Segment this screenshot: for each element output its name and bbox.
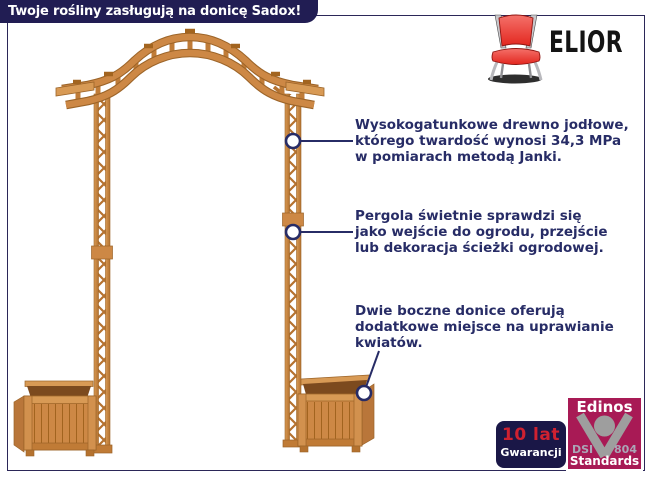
feature-line: dodatkowe miejsce na uprawianie (355, 319, 614, 335)
feature-line: w pomiarach metodą Janki. (355, 149, 562, 165)
pergola-arch-rails (56, 31, 324, 105)
left-planter-box (14, 381, 96, 456)
warranty-label: Gwarancji (500, 446, 562, 459)
callout-marker-2 (286, 225, 300, 239)
standards-badge (566, 396, 643, 471)
feature-text-wood (355, 117, 647, 165)
feature-line: lub dekoracja ścieżki ogrodowej. (355, 240, 604, 256)
feature-line: Dwie boczne donice oferują (355, 303, 565, 319)
standards-dsi-label: DSI (572, 443, 594, 456)
feature-line: kwiatów. (355, 335, 423, 351)
red-chair-icon (486, 12, 546, 88)
banner-text: Twoje rośliny zasługują na donicę Sadox! (8, 4, 302, 19)
pergola-arch (14, 31, 374, 456)
banner (0, 0, 318, 23)
feature-line: którego twardość wynosi 34,3 MPa (355, 133, 622, 149)
feature-text-pergola (355, 208, 647, 256)
feature-line: Pergola świetnie sprawdzi się (355, 208, 582, 224)
standards-804-label: 804 (614, 443, 637, 456)
callout-marker-1 (286, 134, 300, 148)
standards-title: Edinos (576, 398, 633, 416)
feature-line: jako wejście do ogrodu, przejście (355, 224, 608, 240)
callout-marker-3 (357, 386, 371, 400)
feature-line: Wysokogatunkowe drewno jodłowe, (355, 117, 629, 133)
brand-name: ELIOR (549, 25, 623, 59)
feature-text-planters (355, 303, 647, 351)
brand-logo (480, 10, 640, 90)
warranty-value: 10 lat (501, 425, 560, 445)
warranty-badge (496, 421, 566, 468)
standards-bottom-label: Standards (569, 454, 640, 468)
